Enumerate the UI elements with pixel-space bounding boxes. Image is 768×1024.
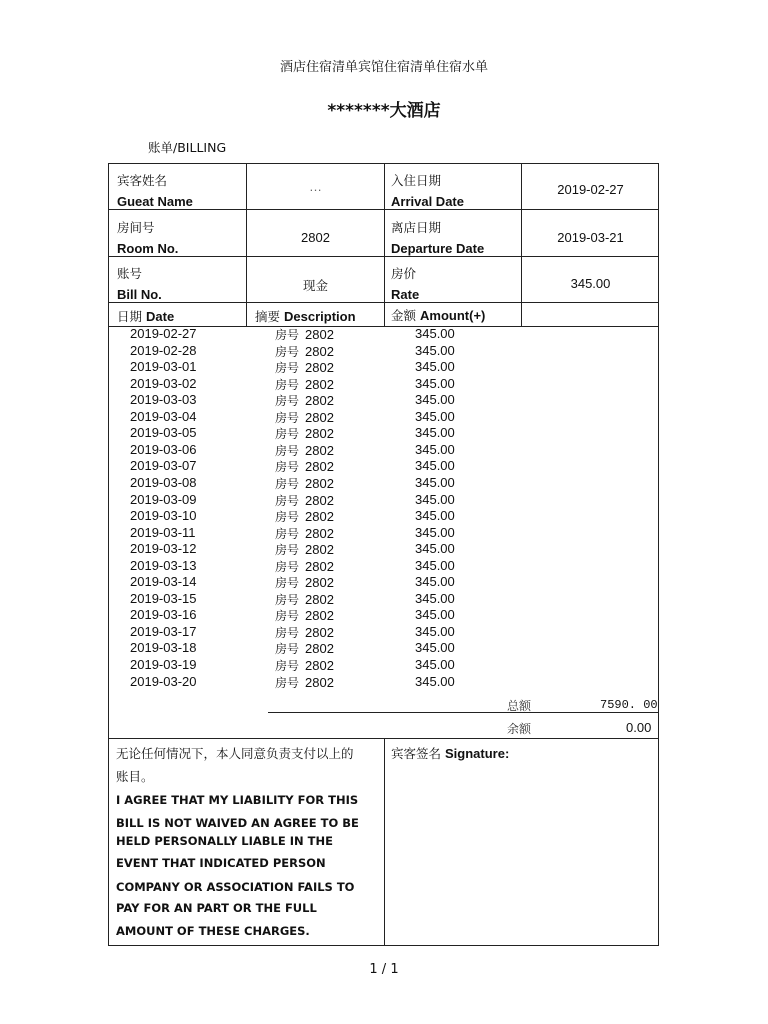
row-amount: 345.00: [415, 441, 455, 457]
row-date: 2019-03-20: [130, 673, 197, 689]
row-amount: 345.00: [415, 375, 455, 391]
guest-name-label: 宾客姓名 Gueat Name: [117, 173, 193, 209]
description-column-header: 摘要 Description: [255, 309, 356, 324]
agreement-line: PAY FOR AN PART OR THE FULL: [116, 901, 317, 915]
row-date: 2019-03-17: [130, 623, 197, 639]
row-date: 2019-03-06: [130, 441, 197, 457]
row-amount: 345.00: [415, 673, 455, 689]
row-description: 房号 2802: [275, 459, 334, 475]
row-description: 房号 2802: [275, 360, 334, 376]
row-amount: 345.00: [415, 408, 455, 424]
agreement-line: EVENT THAT INDICATED PERSON: [116, 856, 326, 870]
row-description: 房号 2802: [275, 558, 334, 574]
row-date: 2019-03-12: [130, 541, 197, 557]
row-amount: 345.00: [415, 474, 455, 490]
document-title: 酒店住宿清单宾馆住宿清单住宿水单: [279, 60, 488, 75]
row-date: 2019-03-03: [130, 392, 197, 408]
table-row: [0, 558, 660, 575]
row-date: 2019-03-02: [130, 375, 197, 391]
row-date: 2019-03-19: [130, 657, 197, 672]
row-amount: 345.00: [415, 458, 455, 474]
room-no-value: 2802: [301, 230, 330, 245]
row-description: 房号 2802: [275, 608, 334, 624]
row-description: 房号 2802: [275, 658, 334, 673]
col-divider: [384, 738, 385, 946]
total-label: 总额: [507, 699, 532, 713]
row-description: 房号 2802: [275, 442, 334, 458]
row-amount: 345.00: [415, 557, 455, 573]
total-value: 7590. 00: [600, 698, 658, 712]
hotel-name: *******大酒店: [327, 101, 441, 121]
row-description: 房号 2802: [275, 492, 334, 508]
table-row: [0, 492, 660, 509]
balance-value: 0.00: [626, 720, 652, 735]
row-description: 房号 2802: [275, 542, 334, 558]
table-row: [0, 674, 660, 691]
table-row: [0, 475, 660, 492]
rate-label: 房价 Rate: [391, 266, 420, 302]
row-amount: 345.00: [415, 574, 455, 590]
table-row: [0, 541, 660, 558]
agreement-line: I AGREE THAT MY LIABILITY FOR THIS: [116, 793, 359, 807]
table-row: [0, 640, 660, 657]
table-row: [0, 326, 660, 343]
row-description: 房号 2802: [275, 475, 334, 491]
table-row: [0, 607, 660, 624]
row-description: 房号 2802: [275, 393, 334, 409]
bill-no-value: 现金: [302, 278, 328, 293]
row-date: 2019-03-05: [130, 425, 197, 441]
row-amount: 345.00: [415, 541, 455, 557]
row-date: 2019-03-10: [130, 508, 197, 524]
row-description: 房号 2802: [275, 624, 334, 640]
amount-column-header: 金额 Amount(+): [391, 308, 486, 323]
row-description: 房号 2802: [275, 343, 334, 359]
guest-name-value: …: [309, 179, 322, 194]
row-date: 2019-03-01: [130, 359, 197, 375]
agreement-line: AMOUNT OF THESE CHARGES.: [116, 924, 310, 938]
row-description: 房号 2802: [275, 575, 334, 591]
row-date: 2019-03-16: [130, 607, 197, 623]
row-amount: 345.00: [415, 623, 455, 639]
row-date: 2019-03-08: [130, 474, 197, 490]
signature-label: 宾客签名 Signature:: [391, 746, 510, 761]
row-date: 2019-02-28: [130, 342, 197, 358]
table-row: [0, 574, 660, 591]
table-row: [0, 508, 660, 525]
col-divider: [384, 163, 385, 326]
row-date: 2019-03-07: [130, 458, 197, 474]
table-row: [0, 525, 660, 542]
row-date: 2019-03-14: [130, 574, 197, 590]
table-row: [0, 392, 660, 409]
departure-date-label: 离店日期 Departure Date: [391, 220, 485, 256]
row-date: 2019-03-18: [130, 640, 197, 656]
row-date: 2019-03-15: [130, 590, 197, 606]
row-amount: 345.00: [415, 508, 455, 524]
row-description: 房号 2802: [275, 641, 334, 657]
row-amount: 345.00: [415, 657, 455, 672]
row-date: 2019-03-09: [130, 491, 197, 507]
total-divider: [268, 712, 659, 713]
row-date: 2019-03-11: [130, 524, 196, 540]
row-amount: 345.00: [415, 491, 455, 507]
row-date: 2019-03-04: [130, 408, 197, 424]
row-description: 房号 2802: [275, 327, 334, 342]
table-row: [0, 624, 660, 641]
table-row: [0, 442, 660, 459]
row-amount: 345.00: [415, 342, 455, 358]
table-row: [0, 376, 660, 393]
row-amount: 345.00: [415, 590, 455, 606]
row-amount: 345.00: [415, 326, 455, 341]
row-amount: 345.00: [415, 392, 455, 408]
table-row: [0, 359, 660, 376]
rate-value: 345.00: [570, 276, 611, 291]
agreement-line: COMPANY OR ASSOCIATION FAILS TO: [116, 880, 355, 894]
row-amount: 345.00: [415, 607, 455, 623]
departure-date-value: 2019-03-21: [557, 230, 624, 245]
table-row: [0, 657, 660, 674]
billing-label: 账单/BILLING: [148, 140, 227, 155]
row-description: 房号 2802: [275, 591, 334, 607]
room-no-label: 房间号 Room No.: [117, 220, 179, 256]
balance-label: 余额: [507, 722, 532, 736]
row-amount: 345.00: [415, 425, 455, 441]
bill-no-label: 账号 Bill No.: [117, 266, 162, 302]
row-amount: 345.00: [415, 524, 455, 540]
row-description: 房号 2802: [275, 674, 334, 690]
row-date: 2019-02-27: [130, 326, 197, 341]
table-row: [0, 343, 660, 360]
agreement-line: BILL IS NOT WAIVED AN AGREE TO BE: [116, 816, 359, 830]
row-description: 房号 2802: [275, 525, 334, 541]
row-description: 房号 2802: [275, 376, 334, 392]
date-column-header: 日期 Date: [117, 309, 175, 324]
table-row: [0, 458, 660, 475]
row-amount: 345.00: [415, 640, 455, 656]
arrival-date-value: 2019-02-27: [557, 182, 624, 197]
row-date: 2019-03-13: [130, 557, 197, 573]
agreement-chinese: 无论任何情况下，本人同意负责支付以上的 账目。: [116, 746, 354, 784]
arrival-date-label: 入住日期 Arrival Date: [391, 173, 464, 209]
agreement-line: HELD PERSONALLY LIABLE IN THE: [116, 834, 333, 848]
row-description: 房号 2802: [275, 509, 334, 525]
table-row: [0, 425, 660, 442]
row-description: 房号 2802: [275, 409, 334, 425]
table-row: [0, 591, 660, 608]
page-number: 1 / 1: [369, 962, 399, 977]
table-row: [0, 409, 660, 426]
row-description: 房号 2802: [275, 426, 334, 442]
row-amount: 345.00: [415, 359, 455, 375]
